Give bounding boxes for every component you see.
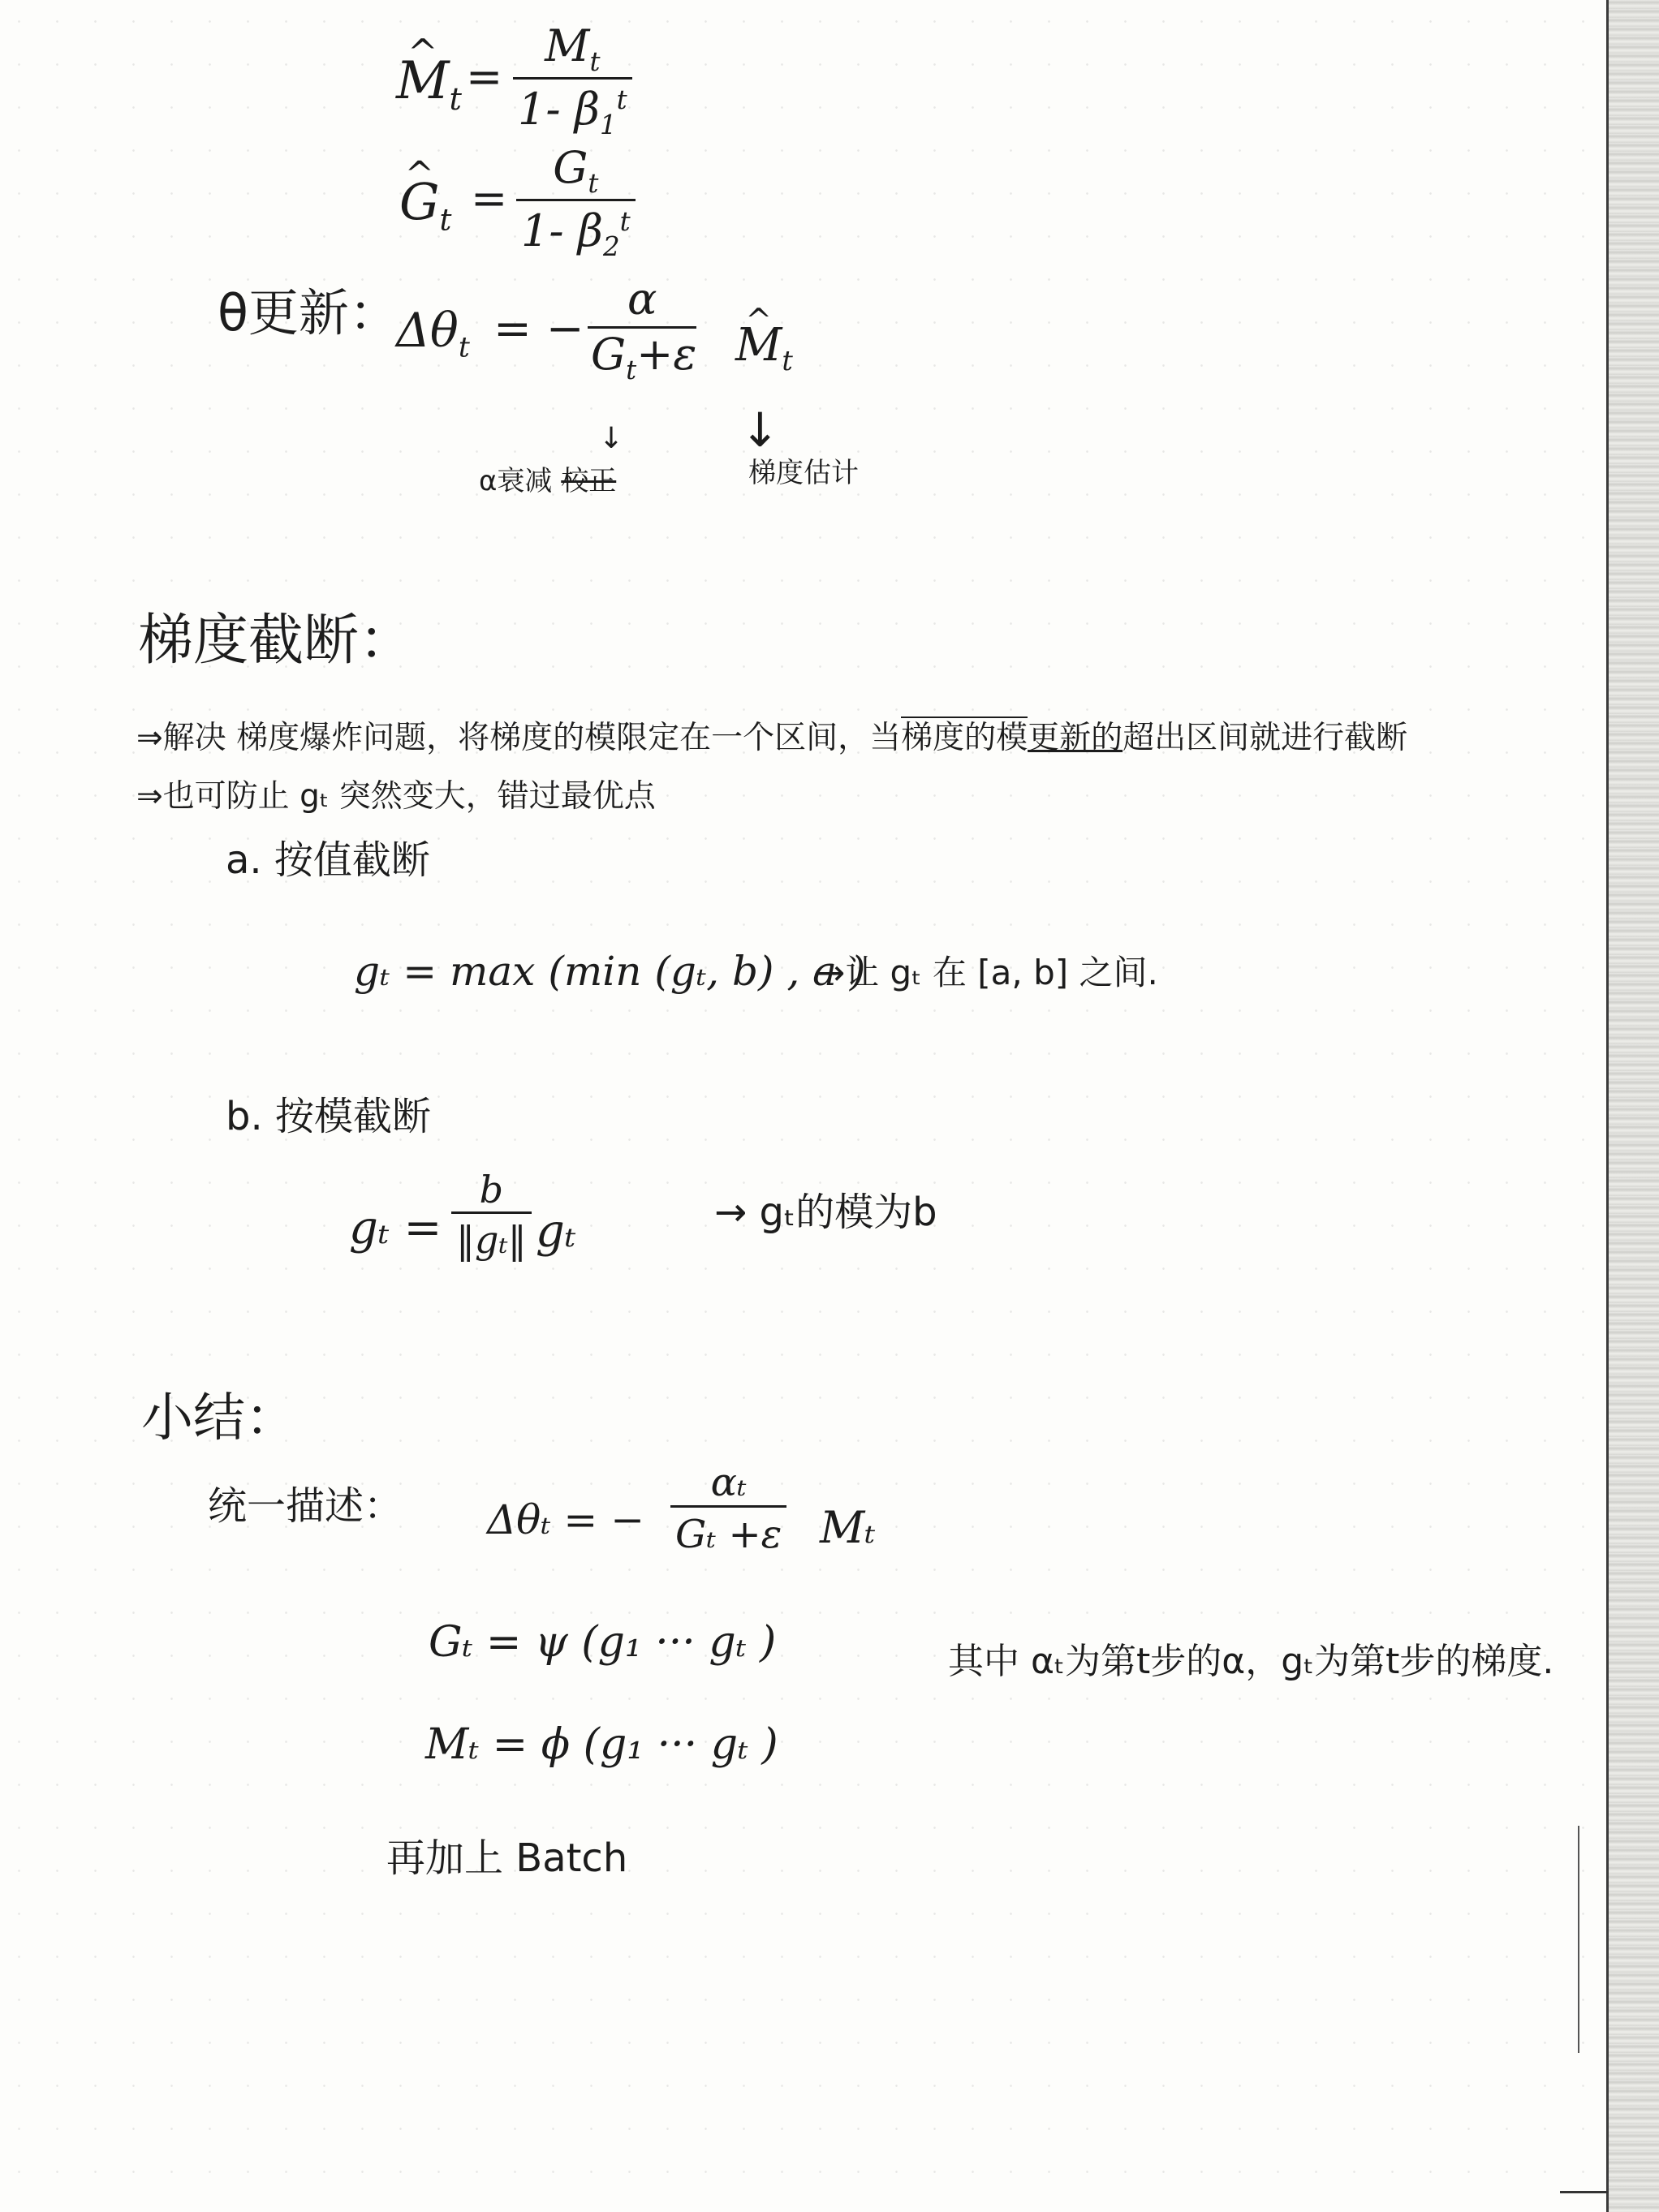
boxed-phrase: 梯度的模 — [901, 717, 1028, 756]
summary-batch: 再加上 Batch — [386, 1835, 628, 1881]
g-hat-lhs: ^ $G_t$ — [399, 177, 451, 235]
m-hat-den: 1- β — [518, 84, 600, 136]
update-den-sqrt: $G_t+\varepsilon$ — [588, 326, 696, 380]
update-fraction — [583, 274, 701, 385]
summary-label: 统一描述： — [208, 1483, 403, 1529]
summary-note: 其中 αₜ为第t步的α，gₜ为第t步的梯度. — [948, 1641, 1554, 1682]
clip-by-value-formula: gₜ = max (min (gₜ, b) , a ) — [354, 948, 866, 995]
g-hat-num: G — [553, 142, 588, 193]
clipping-line-1: ⇒解决 梯度爆炸问题，将梯度的模限定在一个区间，当梯度的模更新的超出区间就进行截断 — [136, 722, 1407, 754]
clip-by-norm-lhs: gₜ = — [349, 1202, 442, 1254]
summary-num: αₜ — [710, 1460, 747, 1505]
update-label: θ更新： — [218, 283, 399, 342]
summary-term: Mₜ — [820, 1502, 876, 1553]
clip-by-norm-rhs: gₜ — [536, 1205, 576, 1258]
page-binding-edge — [1606, 0, 1659, 2212]
arrow-down-icon: ↓ — [740, 402, 780, 458]
g-hat-den: 1- β — [521, 205, 603, 257]
clip-by-norm-title: b. 按模截断 — [226, 1094, 431, 1139]
clip-by-norm-den: ‖gₜ‖ — [451, 1211, 532, 1262]
m-hat-eq: = — [466, 51, 503, 102]
g-hat-eq: = — [471, 173, 508, 224]
update-note-right: 梯度估计 — [748, 457, 859, 489]
arrow-down-icon: ↓ — [599, 422, 624, 455]
update-term: ^ $M_t$ — [735, 323, 793, 375]
m-hat-num: M — [545, 20, 590, 71]
clip-by-norm-note: → gₜ的模为b — [714, 1190, 937, 1235]
update-delta: $\Delta\theta_t$ — [396, 303, 470, 364]
summary-den: Gₜ +ε — [670, 1505, 786, 1557]
summary-delta: Δθₜ = − — [487, 1496, 645, 1543]
g-hat-fraction: $\frac{G_t}{1- \beta_2^t}$ — [516, 143, 636, 262]
clip-by-norm-num: b — [479, 1168, 504, 1211]
clipping-title: 梯度截断： — [138, 609, 415, 673]
summary-g-def: Gₜ = ψ (g₁ ··· gₜ ) — [429, 1618, 777, 1667]
clip-by-value-note: →让 gₜ 在 [a, b] 之间. — [817, 953, 1158, 992]
update-eq: = − — [493, 303, 584, 355]
summary-fraction — [670, 1461, 786, 1557]
struck-word: 校正 — [561, 465, 617, 497]
update-num: α — [627, 273, 657, 325]
clipping-line-2: ⇒也可防止 gₜ 突然变大，错过最优点 — [136, 778, 656, 815]
m-hat-lhs: ^ $M_t$ — [396, 55, 462, 115]
m-hat-fraction: $\frac{M_t}{1- \beta_1^t}$ — [513, 21, 632, 140]
summary-m-def: Mₜ = ϕ (g₁ ··· gₜ ) — [425, 1720, 778, 1769]
underlined-phrase: 更新的 — [1028, 720, 1123, 756]
clip-by-value-title: a. 按值截断 — [226, 837, 430, 883]
summary-title: 小结： — [141, 1388, 297, 1448]
update-note-left: α衰减 校正 — [479, 465, 617, 497]
clip-by-norm-fraction — [451, 1168, 532, 1262]
